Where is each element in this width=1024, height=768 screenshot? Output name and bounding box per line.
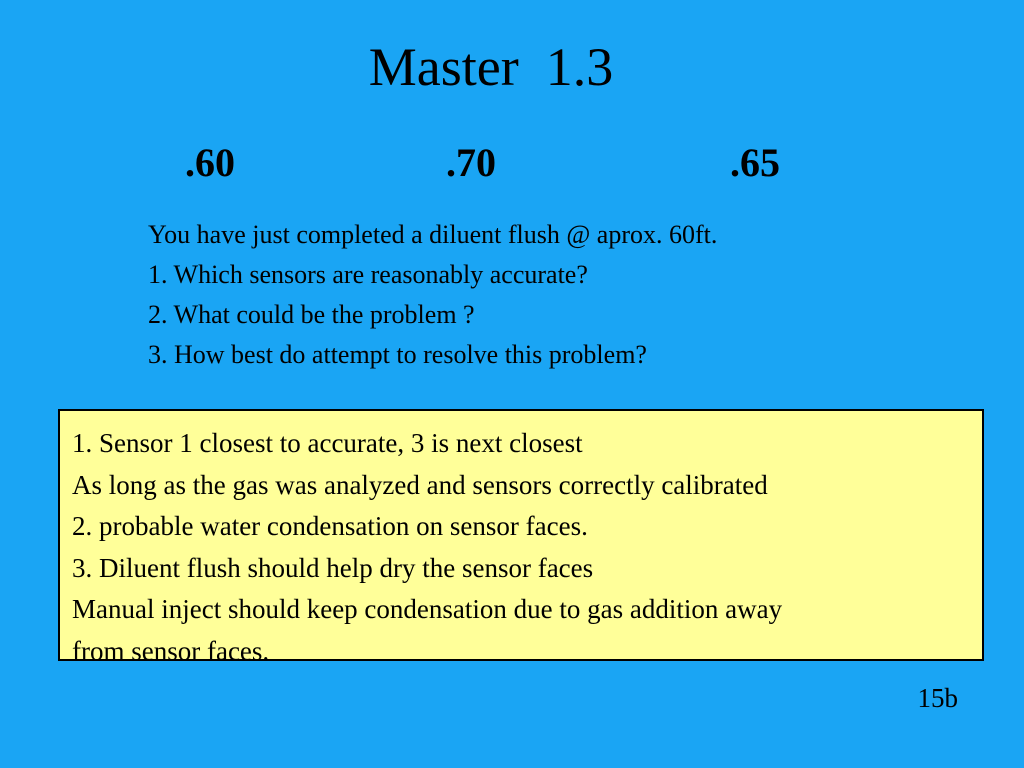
question-item-1: 1. Which sensors are reasonably accurate?: [148, 260, 588, 289]
sensor-reading-3: .65: [730, 140, 780, 185]
answer-line-5: Manual inject should keep condensation due to gas addition away: [72, 594, 783, 624]
question-item-3: 3. How best do attempt to resolve this problem?: [148, 340, 647, 369]
answer-line-3: 2. probable water condensation on sensor faces.: [72, 511, 588, 541]
answer-line-1: 1. Sensor 1 closest to accurate, 3 is next closest: [72, 428, 583, 458]
slide-title: Master 1.3: [368, 37, 614, 97]
sensor-reading-1: .60: [185, 140, 235, 185]
answer-box: [58, 409, 984, 666]
question-item-2: 2. What could be the problem ?: [148, 300, 475, 329]
answer-line-6: from sensor faces.: [72, 635, 270, 666]
answer-line-2: As long as the gas was analyzed and sensors correctly calibrated: [72, 469, 768, 500]
answer-line-4: 3. Diluent flush should help dry the sensor faces: [72, 552, 594, 583]
slide-number: 15b: [917, 683, 958, 713]
question-intro: You have just completed a diluent flush @ aprox. 60ft.: [148, 220, 718, 249]
sensor-reading-2: .70: [446, 140, 496, 185]
question-text: [148, 215, 717, 375]
